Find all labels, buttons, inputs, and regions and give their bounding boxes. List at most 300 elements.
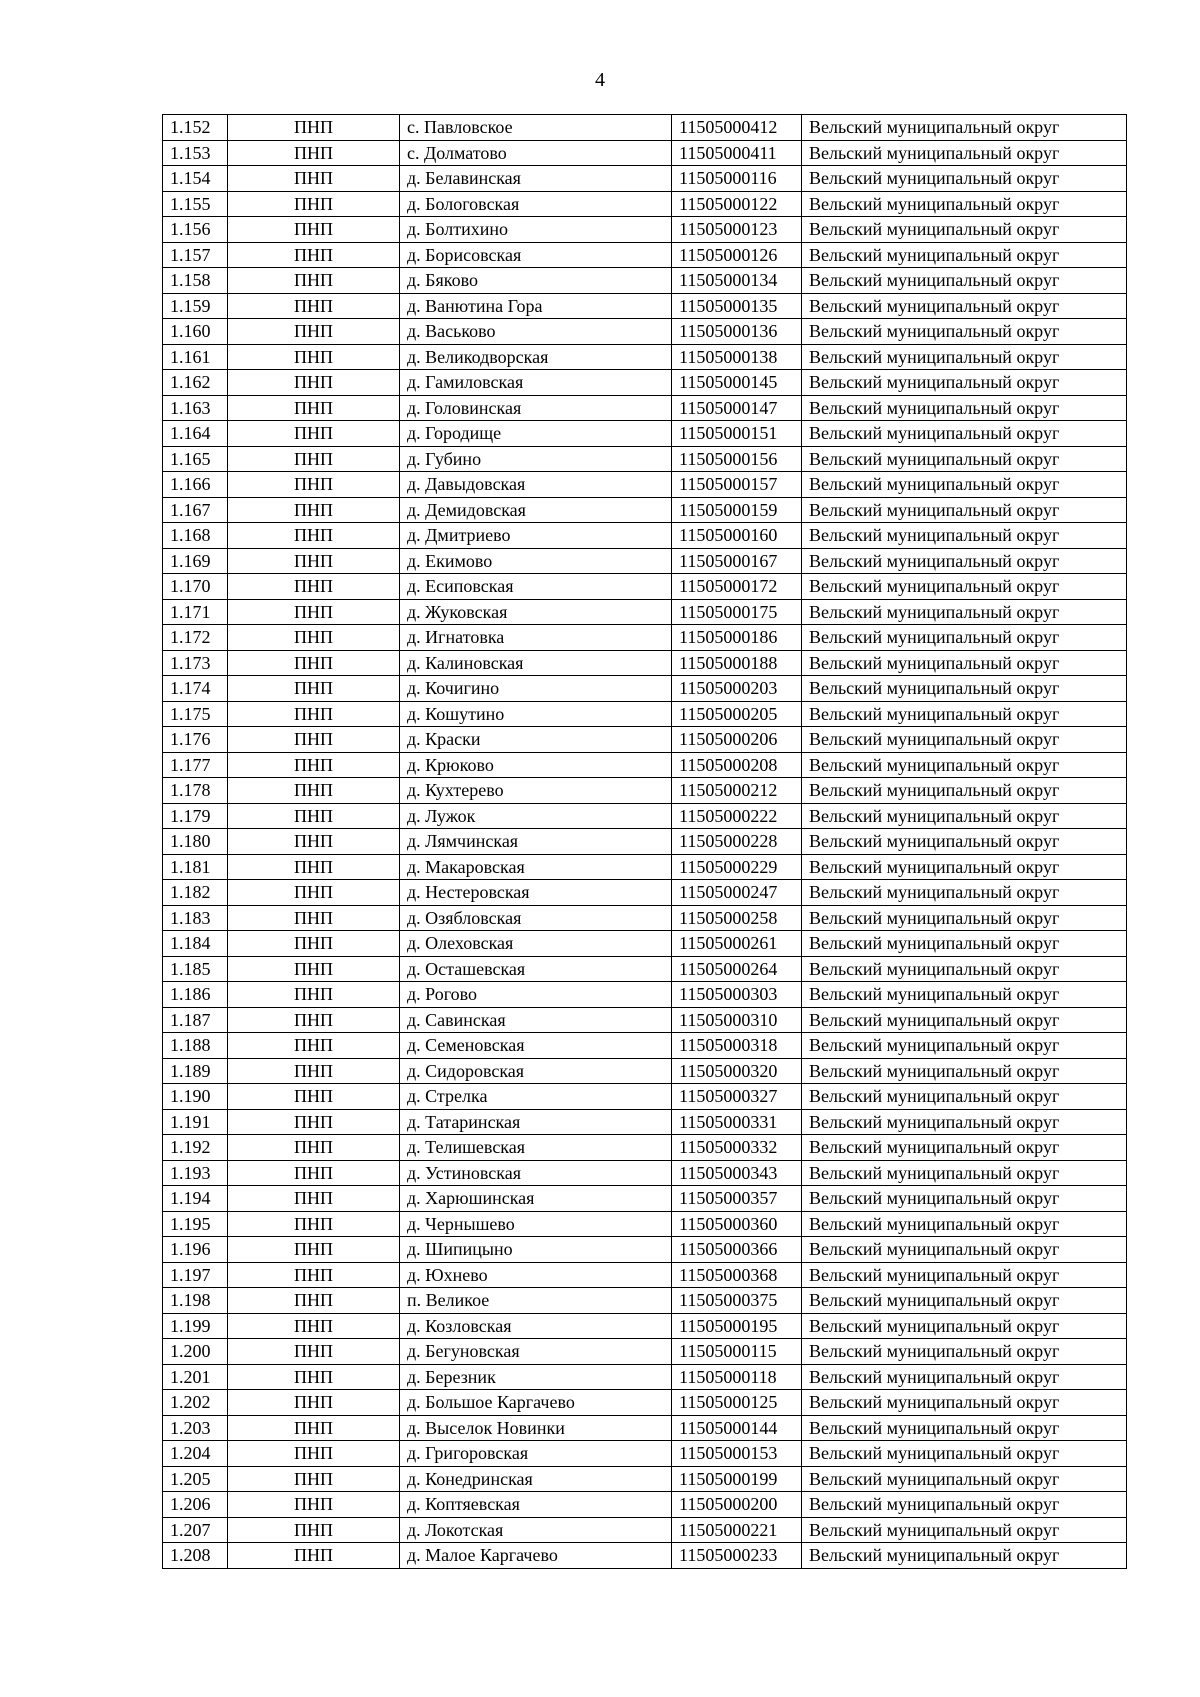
district-cell: Вельский муниципальный округ [802, 599, 1127, 625]
row-number-cell: 1.161 [163, 344, 228, 370]
object-type-cell: ПНП [228, 905, 400, 931]
row-number-cell: 1.165 [163, 446, 228, 472]
table-row [163, 166, 1127, 192]
object-type-cell: ПНП [228, 1135, 400, 1161]
oktmo-code-cell: 11505000222 [672, 803, 802, 829]
row-number-cell: 1.200 [163, 1339, 228, 1365]
object-type-cell: ПНП [228, 982, 400, 1008]
settlement-name-cell: д. Устиновская [400, 1160, 672, 1186]
settlement-name-cell: д. Большое Каргачево [400, 1390, 672, 1416]
oktmo-code-cell: 11505000233 [672, 1543, 802, 1569]
oktmo-code-cell: 11505000229 [672, 854, 802, 880]
table-row [163, 982, 1127, 1008]
row-number-cell: 1.171 [163, 599, 228, 625]
settlement-name-cell: д. Лужок [400, 803, 672, 829]
object-type-cell: ПНП [228, 115, 400, 141]
oktmo-code-cell: 11505000368 [672, 1262, 802, 1288]
table-row [163, 574, 1127, 600]
table-row [163, 854, 1127, 880]
district-cell: Вельский муниципальный округ [802, 905, 1127, 931]
district-cell: Вельский муниципальный округ [802, 446, 1127, 472]
row-number-cell: 1.156 [163, 217, 228, 243]
object-type-cell: ПНП [228, 1543, 400, 1569]
table-row [163, 1033, 1127, 1059]
district-cell: Вельский муниципальный округ [802, 497, 1127, 523]
oktmo-code-cell: 11505000125 [672, 1390, 802, 1416]
settlement-name-cell: д. Гамиловская [400, 370, 672, 396]
row-number-cell: 1.189 [163, 1058, 228, 1084]
district-cell: Вельский муниципальный округ [802, 293, 1127, 319]
object-type-cell: ПНП [228, 956, 400, 982]
table-row [163, 1135, 1127, 1161]
table-row [163, 1084, 1127, 1110]
settlement-name-cell: д. Осташевская [400, 956, 672, 982]
settlement-name-cell: д. Бологовская [400, 191, 672, 217]
settlement-name-cell: д. Игнатовка [400, 625, 672, 651]
settlement-name-cell: д. Губино [400, 446, 672, 472]
table-row [163, 217, 1127, 243]
table-row [163, 803, 1127, 829]
district-cell: Вельский муниципальный округ [802, 1084, 1127, 1110]
oktmo-code-cell: 11505000327 [672, 1084, 802, 1110]
district-cell: Вельский муниципальный округ [802, 1543, 1127, 1569]
district-cell: Вельский муниципальный округ [802, 166, 1127, 192]
object-type-cell: ПНП [228, 268, 400, 294]
oktmo-code-cell: 11505000331 [672, 1109, 802, 1135]
oktmo-code-cell: 11505000318 [672, 1033, 802, 1059]
oktmo-code-cell: 11505000366 [672, 1237, 802, 1263]
row-number-cell: 1.180 [163, 829, 228, 855]
district-cell: Вельский муниципальный округ [802, 1007, 1127, 1033]
table-row [163, 523, 1127, 549]
oktmo-code-cell: 11505000123 [672, 217, 802, 243]
object-type-cell: ПНП [228, 1058, 400, 1084]
district-cell: Вельский муниципальный округ [802, 778, 1127, 804]
object-type-cell: ПНП [228, 293, 400, 319]
settlement-name-cell: д. Олеховская [400, 931, 672, 957]
district-cell: Вельский муниципальный округ [802, 217, 1127, 243]
oktmo-code-cell: 11505000212 [672, 778, 802, 804]
table-row [163, 1262, 1127, 1288]
row-number-cell: 1.198 [163, 1288, 228, 1314]
oktmo-code-cell: 11505000135 [672, 293, 802, 319]
table-row [163, 497, 1127, 523]
oktmo-code-cell: 11505000357 [672, 1186, 802, 1212]
settlement-name-cell: д. Семеновская [400, 1033, 672, 1059]
oktmo-code-cell: 11505000167 [672, 548, 802, 574]
oktmo-code-cell: 11505000264 [672, 956, 802, 982]
district-cell: Вельский муниципальный округ [802, 1364, 1127, 1390]
oktmo-code-cell: 11505000138 [672, 344, 802, 370]
oktmo-code-cell: 11505000136 [672, 319, 802, 345]
object-type-cell: ПНП [228, 880, 400, 906]
object-type-cell: ПНП [228, 1084, 400, 1110]
row-number-cell: 1.158 [163, 268, 228, 294]
object-type-cell: ПНП [228, 421, 400, 447]
row-number-cell: 1.153 [163, 140, 228, 166]
oktmo-code-cell: 11505000360 [672, 1211, 802, 1237]
settlement-name-cell: д. Савинская [400, 1007, 672, 1033]
settlement-name-cell: д. Телишевская [400, 1135, 672, 1161]
oktmo-code-cell: 11505000156 [672, 446, 802, 472]
district-cell: Вельский муниципальный округ [802, 1517, 1127, 1543]
table-row [163, 701, 1127, 727]
row-number-cell: 1.203 [163, 1415, 228, 1441]
settlement-name-cell: п. Великое [400, 1288, 672, 1314]
district-cell: Вельский муниципальный округ [802, 625, 1127, 651]
object-type-cell: ПНП [228, 574, 400, 600]
row-number-cell: 1.188 [163, 1033, 228, 1059]
object-type-cell: ПНП [228, 1492, 400, 1518]
settlement-name-cell: д. Кухтерево [400, 778, 672, 804]
settlement-name-cell: д. Жуковская [400, 599, 672, 625]
settlement-name-cell: д. Озябловская [400, 905, 672, 931]
oktmo-code-cell: 11505000221 [672, 1517, 802, 1543]
settlement-name-cell: д. Болтихино [400, 217, 672, 243]
row-number-cell: 1.173 [163, 650, 228, 676]
object-type-cell: ПНП [228, 752, 400, 778]
oktmo-code-cell: 11505000261 [672, 931, 802, 957]
row-number-cell: 1.205 [163, 1466, 228, 1492]
table-row [163, 370, 1127, 396]
oktmo-code-cell: 11505000343 [672, 1160, 802, 1186]
settlement-name-cell: д. Григоровская [400, 1441, 672, 1467]
oktmo-code-cell: 11505000200 [672, 1492, 802, 1518]
oktmo-code-cell: 11505000126 [672, 242, 802, 268]
object-type-cell: ПНП [228, 1339, 400, 1365]
settlement-name-cell: д. Малое Каргачево [400, 1543, 672, 1569]
district-cell: Вельский муниципальный округ [802, 956, 1127, 982]
oktmo-code-cell: 11505000122 [672, 191, 802, 217]
table-row [163, 905, 1127, 931]
settlement-name-cell: д. Демидовская [400, 497, 672, 523]
oktmo-code-cell: 11505000375 [672, 1288, 802, 1314]
district-cell: Вельский муниципальный округ [802, 931, 1127, 957]
object-type-cell: ПНП [228, 1109, 400, 1135]
settlement-name-cell: д. Ванютина Гора [400, 293, 672, 319]
table-row [163, 421, 1127, 447]
object-type-cell: ПНП [228, 1390, 400, 1416]
district-cell: Вельский муниципальный округ [802, 548, 1127, 574]
oktmo-code-cell: 11505000159 [672, 497, 802, 523]
oktmo-code-cell: 11505000116 [672, 166, 802, 192]
object-type-cell: ПНП [228, 217, 400, 243]
table-row [163, 829, 1127, 855]
table-row [163, 1517, 1127, 1543]
table-row [163, 1211, 1127, 1237]
oktmo-code-cell: 11505000228 [672, 829, 802, 855]
district-cell: Вельский муниципальный округ [802, 1466, 1127, 1492]
object-type-cell: ПНП [228, 1313, 400, 1339]
row-number-cell: 1.157 [163, 242, 228, 268]
object-type-cell: ПНП [228, 344, 400, 370]
district-cell: Вельский муниципальный округ [802, 1415, 1127, 1441]
table-row [163, 268, 1127, 294]
row-number-cell: 1.202 [163, 1390, 228, 1416]
row-number-cell: 1.154 [163, 166, 228, 192]
district-cell: Вельский муниципальный округ [802, 1441, 1127, 1467]
table-row [163, 1007, 1127, 1033]
object-type-cell: ПНП [228, 1007, 400, 1033]
table-row [163, 319, 1127, 345]
oktmo-code-cell: 11505000145 [672, 370, 802, 396]
row-number-cell: 1.201 [163, 1364, 228, 1390]
object-type-cell: ПНП [228, 370, 400, 396]
object-type-cell: ПНП [228, 1288, 400, 1314]
table-row [163, 625, 1127, 651]
settlement-name-cell: д. Лямчинская [400, 829, 672, 855]
object-type-cell: ПНП [228, 829, 400, 855]
district-cell: Вельский муниципальный округ [802, 1492, 1127, 1518]
row-number-cell: 1.174 [163, 676, 228, 702]
district-cell: Вельский муниципальный округ [802, 1058, 1127, 1084]
object-type-cell: ПНП [228, 1262, 400, 1288]
district-cell: Вельский муниципальный округ [802, 701, 1127, 727]
settlement-name-cell: д. Великодворская [400, 344, 672, 370]
settlement-name-cell: д. Кочигино [400, 676, 672, 702]
row-number-cell: 1.168 [163, 523, 228, 549]
district-cell: Вельский муниципальный округ [802, 650, 1127, 676]
row-number-cell: 1.199 [163, 1313, 228, 1339]
oktmo-code-cell: 11505000134 [672, 268, 802, 294]
district-cell: Вельский муниципальный округ [802, 191, 1127, 217]
table-row [163, 1415, 1127, 1441]
table-row [163, 1543, 1127, 1569]
settlement-name-cell: д. Локотская [400, 1517, 672, 1543]
table-row [163, 1288, 1127, 1314]
district-cell: Вельский муниципальный округ [802, 854, 1127, 880]
settlement-name-cell: д. Калиновская [400, 650, 672, 676]
table-row [163, 242, 1127, 268]
row-number-cell: 1.183 [163, 905, 228, 931]
district-cell: Вельский муниципальный округ [802, 242, 1127, 268]
table-row [163, 191, 1127, 217]
object-type-cell: ПНП [228, 1441, 400, 1467]
object-type-cell: ПНП [228, 191, 400, 217]
table-row [163, 140, 1127, 166]
row-number-cell: 1.176 [163, 727, 228, 753]
page-number: 4 [595, 69, 605, 91]
table-row [163, 1339, 1127, 1365]
row-number-cell: 1.207 [163, 1517, 228, 1543]
settlement-name-cell: д. Бяково [400, 268, 672, 294]
settlements-table [162, 114, 1127, 1569]
object-type-cell: ПНП [228, 701, 400, 727]
row-number-cell: 1.167 [163, 497, 228, 523]
oktmo-code-cell: 11505000411 [672, 140, 802, 166]
district-cell: Вельский муниципальный округ [802, 370, 1127, 396]
settlement-name-cell: д. Головинская [400, 395, 672, 421]
object-type-cell: ПНП [228, 472, 400, 498]
table-row [163, 1492, 1127, 1518]
district-cell: Вельский муниципальный округ [802, 880, 1127, 906]
settlement-name-cell: д. Выселок Новинки [400, 1415, 672, 1441]
district-cell: Вельский муниципальный округ [802, 1135, 1127, 1161]
row-number-cell: 1.178 [163, 778, 228, 804]
row-number-cell: 1.204 [163, 1441, 228, 1467]
settlement-name-cell: д. Харюшинская [400, 1186, 672, 1212]
table-row [163, 676, 1127, 702]
oktmo-code-cell: 11505000151 [672, 421, 802, 447]
district-cell: Вельский муниципальный округ [802, 395, 1127, 421]
object-type-cell: ПНП [228, 1415, 400, 1441]
table-row [163, 446, 1127, 472]
row-number-cell: 1.162 [163, 370, 228, 396]
object-type-cell: ПНП [228, 727, 400, 753]
table-row [163, 1237, 1127, 1263]
district-cell: Вельский муниципальный округ [802, 1033, 1127, 1059]
object-type-cell: ПНП [228, 1033, 400, 1059]
settlements-table-body [163, 115, 1127, 1569]
district-cell: Вельский муниципальный округ [802, 523, 1127, 549]
district-cell: Вельский муниципальный округ [802, 1339, 1127, 1365]
row-number-cell: 1.195 [163, 1211, 228, 1237]
oktmo-code-cell: 11505000203 [672, 676, 802, 702]
table-row [163, 472, 1127, 498]
oktmo-code-cell: 11505000144 [672, 1415, 802, 1441]
object-type-cell: ПНП [228, 1517, 400, 1543]
district-cell: Вельский муниципальный округ [802, 319, 1127, 345]
settlement-name-cell: д. Татаринская [400, 1109, 672, 1135]
row-number-cell: 1.175 [163, 701, 228, 727]
settlement-name-cell: д. Городище [400, 421, 672, 447]
settlement-name-cell: д. Козловская [400, 1313, 672, 1339]
object-type-cell: ПНП [228, 599, 400, 625]
oktmo-code-cell: 11505000205 [672, 701, 802, 727]
table-row [163, 752, 1127, 778]
settlement-name-cell: д. Бегуновская [400, 1339, 672, 1365]
oktmo-code-cell: 11505000258 [672, 905, 802, 931]
district-cell: Вельский муниципальный округ [802, 1313, 1127, 1339]
settlement-name-cell: д. Чернышево [400, 1211, 672, 1237]
settlement-name-cell: д. Екимово [400, 548, 672, 574]
row-number-cell: 1.193 [163, 1160, 228, 1186]
district-cell: Вельский муниципальный округ [802, 1288, 1127, 1314]
settlement-name-cell: д. Белавинская [400, 166, 672, 192]
settlement-name-cell: д. Стрелка [400, 1084, 672, 1110]
district-cell: Вельский муниципальный округ [802, 1186, 1127, 1212]
object-type-cell: ПНП [228, 931, 400, 957]
row-number-cell: 1.163 [163, 395, 228, 421]
district-cell: Вельский муниципальный округ [802, 472, 1127, 498]
object-type-cell: ПНП [228, 140, 400, 166]
row-number-cell: 1.208 [163, 1543, 228, 1569]
row-number-cell: 1.186 [163, 982, 228, 1008]
object-type-cell: ПНП [228, 650, 400, 676]
table-row [163, 1313, 1127, 1339]
table-row [163, 727, 1127, 753]
settlement-name-cell: д. Конедринская [400, 1466, 672, 1492]
object-type-cell: ПНП [228, 1211, 400, 1237]
row-number-cell: 1.169 [163, 548, 228, 574]
table-row [163, 548, 1127, 574]
oktmo-code-cell: 11505000186 [672, 625, 802, 651]
table-row [163, 1109, 1127, 1135]
settlement-name-cell: с. Долматово [400, 140, 672, 166]
district-cell: Вельский муниципальный округ [802, 1109, 1127, 1135]
oktmo-code-cell: 11505000412 [672, 115, 802, 141]
oktmo-code-cell: 11505000172 [672, 574, 802, 600]
table-row [163, 956, 1127, 982]
table-row [163, 1441, 1127, 1467]
settlement-name-cell: д. Борисовская [400, 242, 672, 268]
row-number-cell: 1.172 [163, 625, 228, 651]
district-cell: Вельский муниципальный округ [802, 344, 1127, 370]
object-type-cell: ПНП [228, 1466, 400, 1492]
object-type-cell: ПНП [228, 1364, 400, 1390]
row-number-cell: 1.166 [163, 472, 228, 498]
district-cell: Вельский муниципальный округ [802, 1237, 1127, 1263]
object-type-cell: ПНП [228, 242, 400, 268]
oktmo-code-cell: 11505000206 [672, 727, 802, 753]
district-cell: Вельский муниципальный округ [802, 115, 1127, 141]
settlement-name-cell: д. Давыдовская [400, 472, 672, 498]
oktmo-code-cell: 11505000208 [672, 752, 802, 778]
table-row [163, 778, 1127, 804]
oktmo-code-cell: 11505000332 [672, 1135, 802, 1161]
row-number-cell: 1.187 [163, 1007, 228, 1033]
object-type-cell: ПНП [228, 497, 400, 523]
row-number-cell: 1.191 [163, 1109, 228, 1135]
settlement-name-cell: д. Сидоровская [400, 1058, 672, 1084]
row-number-cell: 1.194 [163, 1186, 228, 1212]
settlement-name-cell: д. Коптяевская [400, 1492, 672, 1518]
object-type-cell: ПНП [228, 446, 400, 472]
row-number-cell: 1.164 [163, 421, 228, 447]
object-type-cell: ПНП [228, 523, 400, 549]
row-number-cell: 1.177 [163, 752, 228, 778]
settlement-name-cell: д. Нестеровская [400, 880, 672, 906]
table-row [163, 880, 1127, 906]
row-number-cell: 1.184 [163, 931, 228, 957]
table-row [163, 1186, 1127, 1212]
oktmo-code-cell: 11505000115 [672, 1339, 802, 1365]
oktmo-code-cell: 11505000188 [672, 650, 802, 676]
district-cell: Вельский муниципальный округ [802, 1390, 1127, 1416]
row-number-cell: 1.155 [163, 191, 228, 217]
table-row [163, 344, 1127, 370]
district-cell: Вельский муниципальный округ [802, 829, 1127, 855]
oktmo-code-cell: 11505000157 [672, 472, 802, 498]
row-number-cell: 1.196 [163, 1237, 228, 1263]
oktmo-code-cell: 11505000175 [672, 599, 802, 625]
object-type-cell: ПНП [228, 319, 400, 345]
row-number-cell: 1.152 [163, 115, 228, 141]
table-row [163, 931, 1127, 957]
settlement-name-cell: д. Крюково [400, 752, 672, 778]
table-row [163, 1160, 1127, 1186]
settlement-name-cell: д. Березник [400, 1364, 672, 1390]
district-cell: Вельский муниципальный округ [802, 727, 1127, 753]
district-cell: Вельский муниципальный округ [802, 1211, 1127, 1237]
object-type-cell: ПНП [228, 676, 400, 702]
table-row [163, 1466, 1127, 1492]
table-row [163, 1058, 1127, 1084]
district-cell: Вельский муниципальный округ [802, 676, 1127, 702]
table-row [163, 395, 1127, 421]
table-row [163, 599, 1127, 625]
settlement-name-cell: с. Павловское [400, 115, 672, 141]
table-row [163, 1364, 1127, 1390]
oktmo-code-cell: 11505000199 [672, 1466, 802, 1492]
object-type-cell: ПНП [228, 395, 400, 421]
row-number-cell: 1.159 [163, 293, 228, 319]
district-cell: Вельский муниципальный округ [802, 982, 1127, 1008]
district-cell: Вельский муниципальный округ [802, 140, 1127, 166]
object-type-cell: ПНП [228, 854, 400, 880]
row-number-cell: 1.190 [163, 1084, 228, 1110]
row-number-cell: 1.185 [163, 956, 228, 982]
